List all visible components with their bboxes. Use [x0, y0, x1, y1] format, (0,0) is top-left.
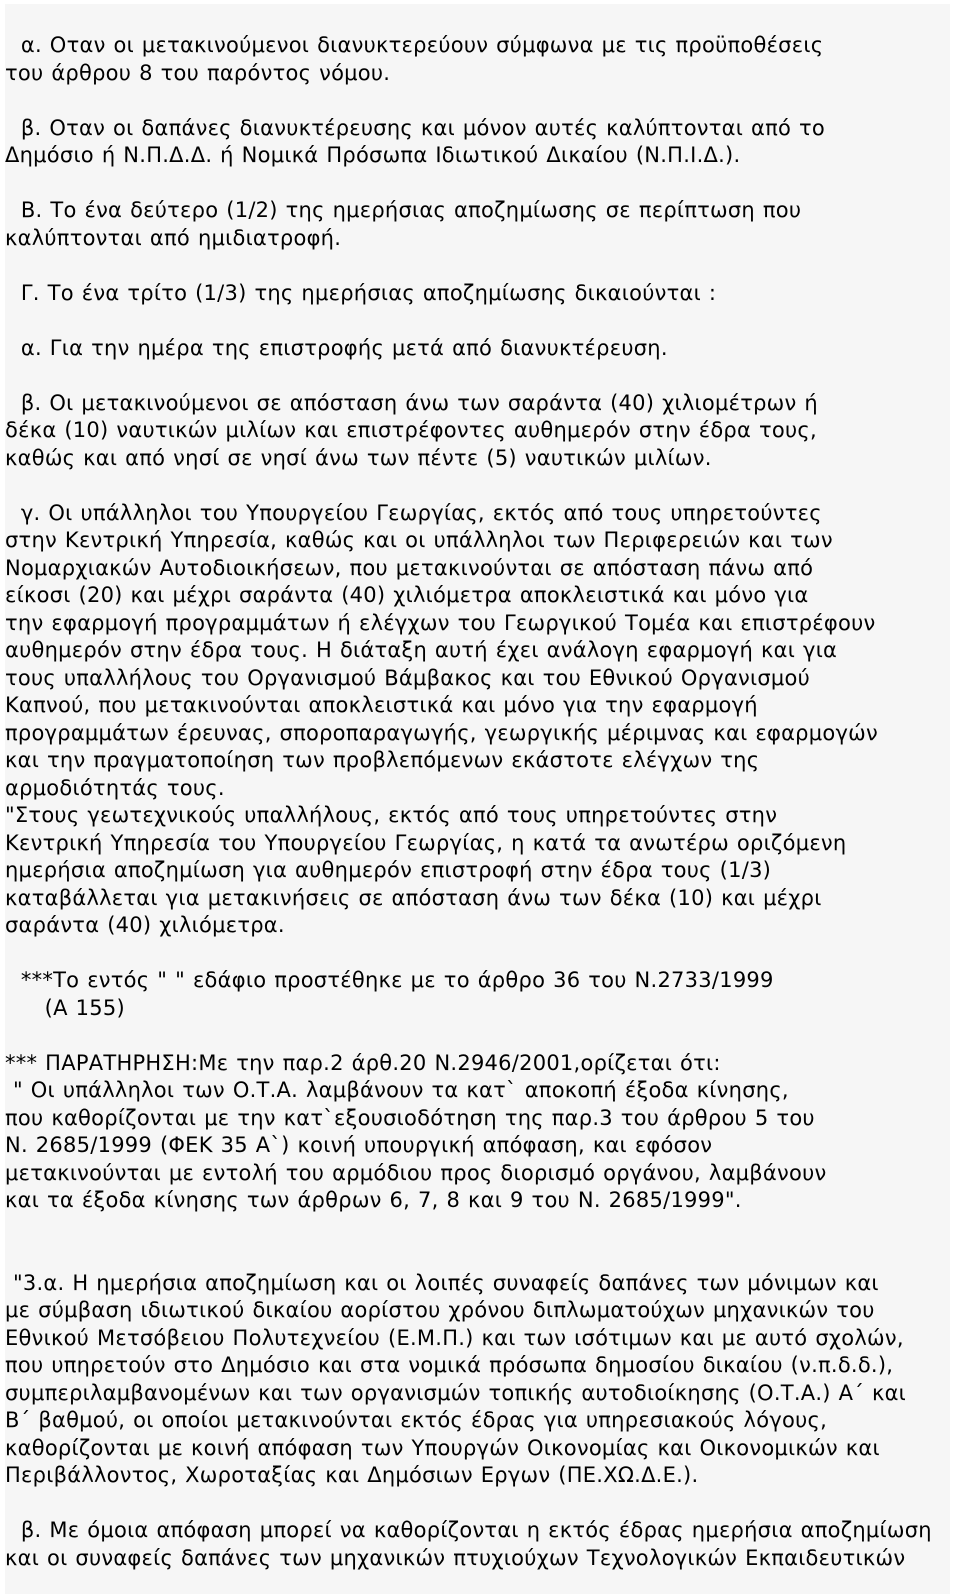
paragraph-G-third-allowance: Γ. Το ένα τρίτο (1/3) της ημερήσιας αποζημίωσης δικαιούνται :	[5, 280, 717, 305]
paragraph-alpha-return-day: α. Για την ημέρα της επιστροφής μετά από διανυκτέρευση.	[5, 335, 668, 360]
paragraph-geotechnical-staff: "Στους γεωτεχνικούς υπαλλήλους, εκτός από τους υπηρετούντες στην Κεντρική Υπηρεσία του Υπουργείου Γεωργίας, η κατά τα ανωτέρω οριζόμενη ημερήσια αποζημίωση για αυθημερόν επιστροφή στην έδρα τους (1/3) καταβάλλεται για μετακινήσεις σε απόσταση άνω των δέκα (10) και μέχρι σαράντα (40) χιλιόμετρα.	[5, 803, 847, 937]
paragraph-3a-engineers: "3.α. Η ημερήσια αποζημίωση και οι λοιπές συναφείς δαπάνες των μόνιμων και με σύμβαση ιδιωτικού δικαίου αορίστου χρόνου διπλωματούχων μηχανικών του Εθνικού Μετσόβειου Πολυτεχνείου (Ε.Μ.Π.) και των ισότιμων και με αυτό σχολών, που υπηρετούν στο Δημόσιο και στα νομικά πρόσωπα δημοσίου δικαίου (ν.π.δ.δ.), συμπεριλαμβανομένων και των οργανισμών τοπικής αυτοδιοίκησης (Ο.Τ.Α.) Α΄ και Β΄ βαθμού, οι οποίοι μετακινούνται εκτός έδρας για υπηρεσιακούς λόγους, καθορίζονται με κοινή απόφαση των Υπουργών Οικονομίας και Οικονομικών και Περιβάλλοντος, Χωροταξίας και Δημόσιων Εργων (ΠΕ.ΧΩ.Δ.Ε.).	[5, 1270, 907, 1487]
blank-gap	[5, 1242, 950, 1270]
note-amendment: ***Το εντός " " εδάφιο προστέθηκε με το άρθρο 36 του Ν.2733/1999 (Α 155)	[20, 968, 774, 1020]
paragraph-beta-distance: β. Οι μετακινούμενοι σε απόσταση άνω των σαράντα (40) χιλιομέτρων ή δέκα (10) ναυτικών μιλίων και επιστρέφοντες αυθημερόν στην έδρα τους, καθώς και από νησί σε νησί άνω των πέντε (5) ναυτικών μιλίων.	[5, 390, 818, 470]
paragraph-alpha-overnight: α. Οταν οι μετακινούμενοι διανυκτερεύουν σύμφωνα με τις προϋποθέσεις του άρθρου 8 του παρόντος νόμου.	[5, 33, 824, 85]
document-panel	[5, 4, 950, 1594]
paragraph-B-half-allowance: Β. Το ένα δεύτερο (1/2) της ημερήσιας αποζημίωσης σε περίπτωση που καλύπτονται από ημιδιατροφή.	[5, 198, 802, 250]
document-body	[5, 4, 950, 1572]
note-observation: *** ΠΑΡΑΤΗΡΗΣΗ:Με την παρ.2 άρθ.20 Ν.2946/2001,ορίζεται ότι: " Οι υπάλληλοι των Ο.Τ.Α. λαμβάνουν τα κατ` αποκοπή έξοδα κίνησης, που καθορίζονται με την κατ`εξουσιοδότηση της παρ.3 του άρθρου 5 του Ν. 2685/1999 (ΦΕΚ 35 Α`) κοινή υπουργική απόφαση, και εφόσον μετακινούνται με εντολή του αρμόδιου προς διορισμό οργάνου, λαμβάνουν και τα έξοδα κίνησης των άρθρων 6, 7, 8 και 9 του Ν. 2685/1999".	[5, 1050, 827, 1212]
paragraph-gamma-agriculture: γ. Οι υπάλληλοι του Υπουργείου Γεωργίας, εκτός από τους υπηρετούντες στην Κεντρική Υπηρεσία, καθώς και οι υπάλληλοι των Περιφερειών και των Νομαρχιακών Αυτοδιοικήσεων, που μετακινούνται σε απόσταση πάνω από είκοσι (20) και μέχρι σαράντα (40) χιλιόμετρα αποκλειστικά και μόνο για την εφαρμογή προγραμμάτων ή ελέγχων του Γεωργικού Τομέα και επιστρέφουν αυθημερόν στην έδρα τους. Η διάταξη αυτή έχει ανάλογη εφαρμογή και για τους υπαλλήλους του Οργανισμού Βάμβακος και του Εθνικού Οργανισμού Καπνού, που μετακινούνται αποκλειστικά και μόνο για την εφαρμογή προγραμμάτων έρευνας, σποροπαραγωγής, γεωργικής μέριμνας και εφαρμογών και την πραγματοποίηση των προβλεπόμενων εκάστοτε ελέγχων της αρμοδιότητάς τους.	[5, 500, 878, 800]
paragraph-beta-expenses-covered: β. Οταν οι δαπάνες διανυκτέρευσης και μόνον αυτές καλύπτονται από το Δημόσιο ή Ν.Π.Δ.Δ. ή Νομικά Πρόσωπα Ιδιωτικού Δικαίου (Ν.Π.Ι.Δ.).	[5, 115, 826, 167]
paragraph-3b-engineers: β. Με όμοια απόφαση μπορεί να καθορίζονται η εκτός έδρας ημερήσια αποζημίωση και οι συναφείς δαπάνες των μηχανικών πτυχιούχων Τεχνολογικών Εκπαιδευτικών	[5, 1518, 932, 1570]
